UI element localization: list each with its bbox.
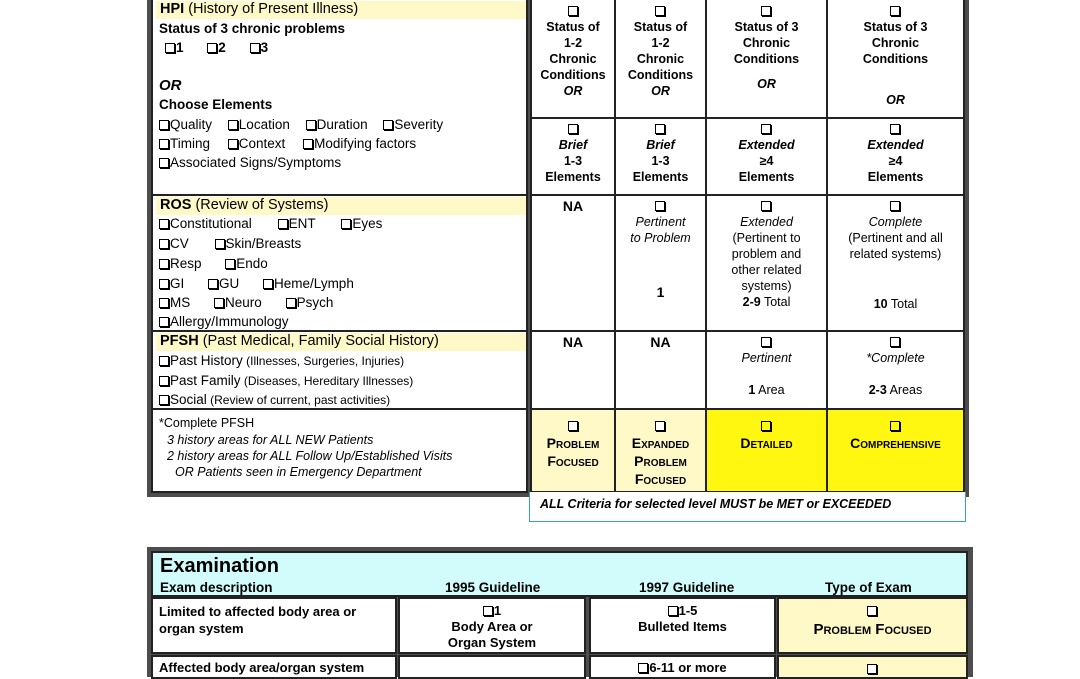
col1-status-line: Conditions [540, 68, 606, 82]
checkbox-icon[interactable] [159, 356, 169, 366]
col2-hpi-status [614, 0, 707, 119]
footnote-line2: 2 history areas for ALL Follow Up/Established Visits [167, 449, 453, 463]
footnote-line1: 3 history areas for ALL NEW Patients [167, 433, 374, 447]
ros-row2: CV Skin/Breasts [159, 236, 301, 251]
col2-status-line: Conditions [627, 68, 694, 82]
checkbox-icon[interactable] [638, 663, 648, 673]
checkbox-icon[interactable] [341, 219, 351, 229]
col1-or: OR [563, 84, 583, 98]
checkbox-icon[interactable] [668, 606, 678, 616]
checkbox-icon[interactable] [159, 158, 169, 168]
checkbox-icon[interactable] [250, 43, 260, 53]
level-label: Problem [546, 435, 600, 451]
level-label: Focused [547, 453, 599, 469]
exam-row2-1997: 6-11 or more [589, 655, 776, 679]
checkbox-icon[interactable] [655, 201, 665, 211]
col4-ros-total: 10 Total [873, 297, 918, 311]
pfsh-cell [151, 330, 528, 410]
hpi-cell [151, 0, 528, 196]
col2-brief-unit: Elements [632, 170, 689, 184]
exam-type-problem-focused[interactable]: Problem Focused [777, 597, 968, 654]
level-label: Problem [634, 453, 687, 469]
col3-extended-label: Extended [738, 138, 795, 152]
col3-pfsh-label: Pertinent [741, 351, 792, 365]
col3-pfsh [705, 330, 828, 410]
col1-hpi-brief [530, 117, 616, 196]
hpi-header: HPI (History of Present Illness) [156, 1, 526, 19]
checkbox-icon[interactable] [159, 317, 169, 327]
col2-or: OR [651, 84, 670, 98]
col3-extended-range: ≥4 [759, 154, 774, 168]
checkbox-icon[interactable] [761, 337, 771, 347]
col1-status-line: Status of [546, 20, 600, 34]
col4-hpi-extended [826, 117, 965, 196]
checkbox-icon[interactable] [278, 219, 288, 229]
col3-or: OR [757, 77, 776, 91]
col4-status-line: Conditions [862, 52, 929, 66]
exam-col-desc: Exam description [160, 580, 273, 595]
checkbox-icon[interactable] [159, 279, 169, 289]
col3-ros-total: 2-9 Total [742, 295, 791, 309]
level-label: Expanded [631, 435, 690, 451]
checkbox-icon[interactable] [228, 139, 238, 149]
checkbox-icon[interactable] [655, 124, 665, 134]
col4-extended-unit: Elements [867, 170, 924, 184]
checkbox-icon[interactable] [761, 201, 771, 211]
ros-row5: MS Neuro Psych [159, 295, 333, 310]
checkbox-icon[interactable] [867, 664, 877, 674]
col4-status-line: Chronic [871, 36, 920, 50]
col2-ros-label: Pertinent [635, 215, 686, 229]
col4-ros-desc: related systems) [849, 247, 942, 261]
col1-hpi-status [530, 0, 616, 119]
checkbox-icon[interactable] [159, 219, 169, 229]
col2-status-line: 1-2 [651, 36, 670, 50]
checkbox-icon[interactable] [568, 124, 578, 134]
col3-status-line: Conditions [733, 52, 800, 66]
checkbox-icon[interactable] [761, 124, 771, 134]
level-comprehensive[interactable] [826, 408, 965, 493]
checkbox-icon[interactable] [159, 239, 169, 249]
checkbox-icon[interactable] [165, 43, 175, 53]
col4-hpi-status [826, 0, 965, 119]
pfsh-item-social: Social (Review of current, past activities) [159, 392, 390, 407]
col1-brief-range: 1-3 [563, 154, 583, 168]
col1-pfsh-na: NA [562, 334, 584, 350]
level-expanded-problem-focused[interactable] [614, 408, 707, 493]
col3-ros-label: Extended [740, 215, 793, 229]
footnote-line3: OR Patients seen in Emergency Department [175, 465, 422, 479]
checkbox-icon[interactable] [568, 6, 578, 16]
level-label: Focused [634, 471, 687, 487]
checkbox-icon[interactable] [159, 298, 169, 308]
col4-pfsh [826, 330, 965, 410]
pfsh-item-past-history: Past History (Illnesses, Surgeries, Injuries) [159, 353, 404, 368]
checkbox-icon[interactable] [286, 298, 296, 308]
col2-pfsh [614, 330, 707, 410]
checkbox-icon[interactable] [890, 337, 900, 347]
col2-pfsh-na: NA [650, 334, 671, 350]
col3-hpi-status [705, 0, 828, 119]
criteria-note: ALL Criteria for selected level MUST be MET or EXCEEDED [529, 492, 966, 522]
checkbox-icon[interactable] [159, 259, 169, 269]
exam-title: Examination [160, 555, 279, 577]
col1-pfsh [530, 330, 616, 410]
ros-cell [151, 194, 528, 332]
checkbox-icon[interactable] [890, 421, 900, 431]
col4-extended-range: ≥4 [888, 154, 903, 168]
col2-ros-label: to Problem [630, 231, 691, 245]
checkbox-icon[interactable] [208, 279, 218, 289]
checkbox-icon[interactable] [655, 421, 665, 431]
col3-ros-desc: problem and [731, 247, 802, 261]
checkbox-icon[interactable] [159, 120, 169, 130]
col2-brief-range: 1-3 [651, 154, 670, 168]
col4-ros-label: Complete [868, 215, 923, 229]
exam-row1-1995: 1 Body Area or Organ System [398, 597, 586, 654]
footnote-title: *Complete PFSH [159, 416, 255, 430]
checkbox-icon[interactable] [383, 120, 393, 130]
col3-hpi-extended [705, 117, 828, 196]
pfsh-footnote-cell [151, 408, 528, 493]
hpi-or-label: OR [159, 77, 182, 94]
col3-ros-desc: systems) [741, 279, 792, 293]
col4-or: OR [886, 93, 905, 107]
checkbox-icon[interactable] [890, 201, 900, 211]
col1-brief-label: Brief [558, 138, 588, 152]
col1-ros-na: NA [562, 198, 584, 214]
col2-ros [614, 194, 707, 332]
checkbox-icon[interactable] [159, 395, 169, 405]
col3-extended-unit: Elements [738, 170, 795, 184]
col4-pfsh-count: 2-3 Areas [868, 383, 923, 397]
hpi-elements-row2: Timing Context Modifying factors [159, 136, 416, 151]
col1-status-line: 1-2 [563, 36, 583, 50]
col2-brief-label: Brief [646, 138, 675, 152]
exam-row2-desc: Affected body area/organ system [151, 655, 397, 679]
col3-ros-desc: other related [731, 263, 802, 277]
col4-extended-label: Extended [867, 138, 924, 152]
checkbox-icon[interactable] [159, 376, 169, 386]
checkbox-icon[interactable] [207, 43, 217, 53]
col2-ros-count: 1 [656, 284, 665, 300]
checkbox-icon[interactable] [263, 279, 273, 289]
hpi-status-options: 1 2 3 [165, 40, 268, 55]
col4-pfsh-label: *Complete [866, 351, 925, 365]
col3-status-line: Status of 3 [734, 20, 799, 34]
exam-col-1997: 1997 Guideline [639, 580, 735, 595]
exam-header [151, 551, 968, 597]
col2-status-line: Chronic [636, 52, 685, 66]
checkbox-icon[interactable] [655, 6, 665, 16]
ros-row4: GI GU Heme/Lymph [159, 276, 354, 291]
checkbox-icon[interactable] [225, 259, 235, 269]
ros-row3: Resp Endo [159, 256, 268, 271]
hpi-choose-elements: Choose Elements [159, 97, 273, 112]
level-detailed[interactable] [705, 408, 828, 493]
checkbox-icon[interactable] [483, 606, 493, 616]
col3-ros-desc: (Pertinent to [732, 231, 801, 245]
checkbox-icon[interactable] [890, 6, 900, 16]
col3-ros [705, 194, 828, 332]
level-problem-focused[interactable] [530, 408, 616, 493]
exam-row2-1995 [398, 655, 586, 679]
col1-ros [530, 194, 616, 332]
checkbox-icon[interactable] [867, 606, 877, 616]
checkbox-icon[interactable] [215, 239, 225, 249]
exam-row1-1997: 1-5 Bulleted Items [589, 597, 776, 654]
col1-status-line: Chronic [549, 52, 597, 66]
checkbox-icon[interactable] [890, 124, 900, 134]
checkbox-icon[interactable] [228, 120, 238, 130]
checkbox-icon[interactable] [214, 298, 224, 308]
checkbox-icon[interactable] [568, 421, 578, 431]
col3-status-line: Chronic [742, 36, 791, 50]
col3-pfsh-count: 1 Area [748, 383, 785, 397]
col4-ros [826, 194, 965, 332]
checkbox-icon[interactable] [761, 421, 771, 431]
exam-col-1995: 1995 Guideline [445, 580, 541, 595]
exam-row1-desc: Limited to affected body area or organ system [151, 597, 397, 654]
hpi-elements-row1: Quality Location Duration Severity [159, 117, 443, 132]
hpi-elements-row3: Associated Signs/Symptoms [159, 155, 341, 170]
exam-col-type: Type of Exam [825, 580, 912, 595]
ros-row6: Allergy/Immunology [159, 314, 289, 329]
col1-brief-unit: Elements [545, 170, 601, 184]
checkbox-icon[interactable] [306, 120, 316, 130]
level-label: Detailed [740, 435, 793, 451]
pfsh-item-past-family: Past Family (Diseases, Hereditary Illnesses) [159, 373, 413, 388]
ros-row1: Constitutional ENT Eyes [159, 216, 382, 231]
checkbox-icon[interactable] [159, 139, 169, 149]
col2-hpi-brief [614, 117, 707, 196]
col4-ros-desc: (Pertinent and all [848, 231, 943, 245]
checkbox-icon[interactable] [761, 6, 771, 16]
exam-type-row2[interactable] [777, 655, 968, 679]
hpi-status-title: Status of 3 chronic problems [159, 21, 346, 36]
level-label: Comprehensive [850, 435, 941, 451]
col2-status-line: Status of [633, 20, 688, 34]
checkbox-icon[interactable] [303, 139, 313, 149]
pfsh-header: PFSH (Past Medical, Family Social History) [156, 333, 526, 351]
ros-header: ROS (Review of Systems) [156, 197, 526, 215]
col4-status-line: Status of 3 [863, 20, 928, 34]
